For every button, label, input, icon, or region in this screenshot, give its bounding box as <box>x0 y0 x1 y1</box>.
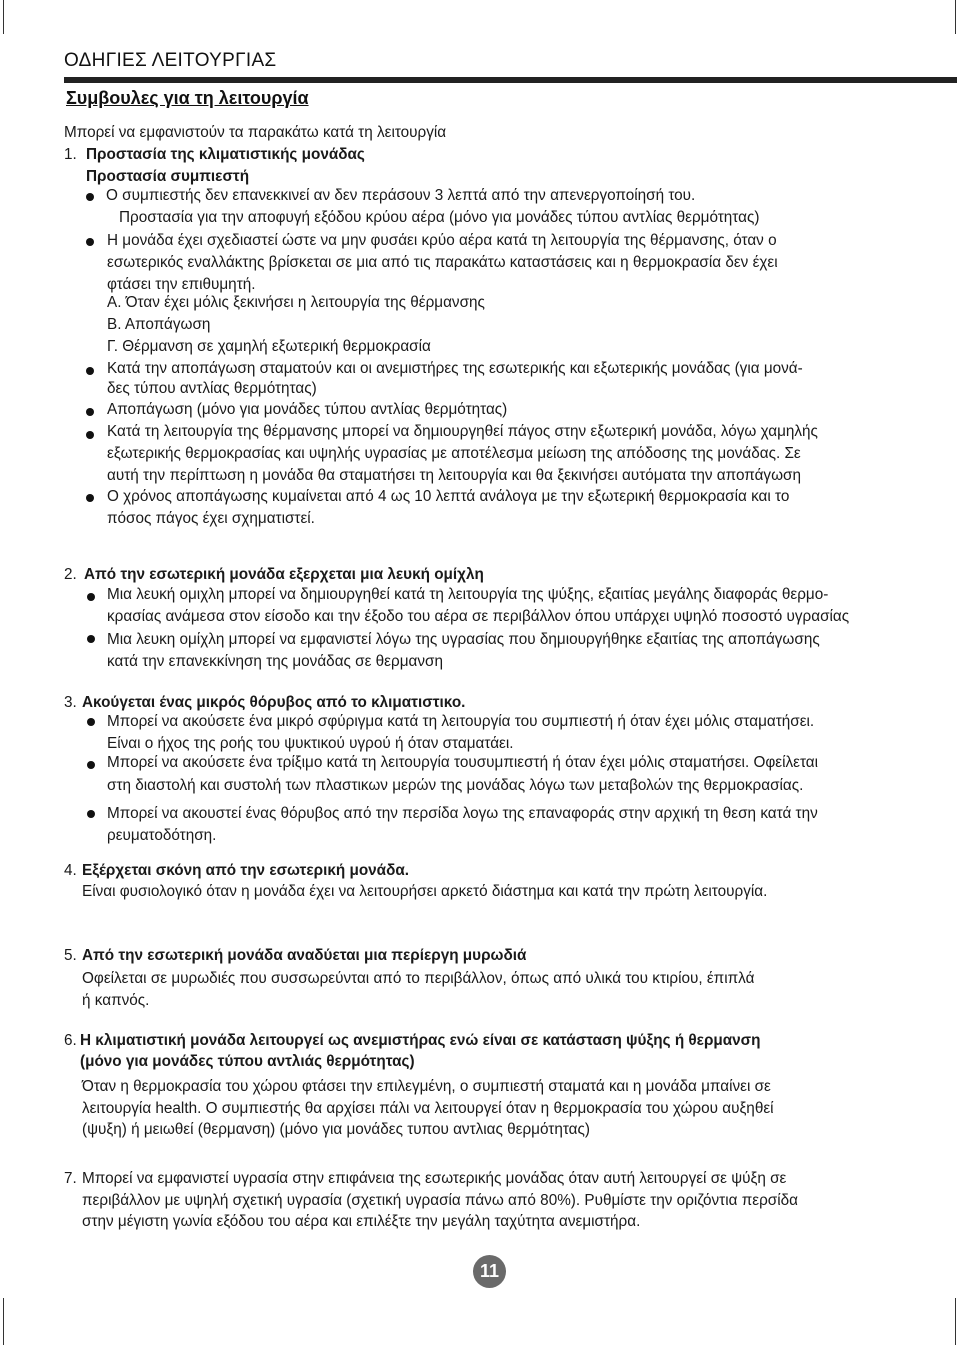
section-1-bullet-6-line-2: πόσος πάγος έχει σχηματιστεί. <box>107 510 315 527</box>
section-2-bullet-1-line-1: Μια λευκή ομιχλη μπορεί να δημιουργηθεί κατά τη λειτουργία της ψύξης, εξαιτίας μεγάλης διαφοράς θερμο- <box>107 586 829 603</box>
section-1-number: 1. <box>64 146 77 163</box>
section-5-title: Από την εσωτερική μονάδα αναδύεται μια περίεργη μυρωδιά <box>82 947 527 964</box>
section-4-body: Είναι φυσιολογικό όταν η μονάδα έχει να λειτουρήσει αρκετό διάστημα και κατά την πρώτη λειτουργία. <box>82 883 768 900</box>
bullet-icon <box>86 238 94 246</box>
intro-text: Μπορεί να εμφανιστούν τα παρακάτω κατά τη λειτουργία <box>64 124 447 141</box>
section-3-bullet-1-line-2: Είναι ο ήχος της ροής του ψυκτικού υγρού ή όταν σταματάει. <box>107 735 514 752</box>
section-7-body-line-1: Μπορεί να εμφανιστεί υγρασία στην επιφάνεια της εσωτερικής μονάδας όταν αυτή λειτουργεί σε ψύξη σε <box>82 1170 787 1187</box>
section-1-bullet-4: Αποπάγωση (μόνο για μονάδες τύπου αντλίας θερμότητας) <box>107 401 508 418</box>
bullet-icon <box>87 635 95 643</box>
section-2-bullet-1-line-2: κρασίας ανάμεσα στον είσοδο και την έξοδο του αέρα σε περιβάλλον όπου υπάρχει υψηλό ποσοστό υγρασίας <box>107 608 850 625</box>
section-2-number: 2. <box>64 566 77 583</box>
section-1-bullet-2-line-2: εσωτερικός εναλλάκτης βρίσκεται σε μια από τις παρακάτω καταστάσεις και η θερμοκρασία δεν έχει <box>107 254 778 271</box>
section-2-title: Από την εσωτερική μονάδα εξερχεται μια λευκή ομίχλη <box>84 566 484 583</box>
bullet-icon <box>86 494 94 502</box>
section-3-bullet-2-line-2: στη διαστολή και συστολή των πλαστικων μερών της μονάδας λόγω των μεταβολών της θερμοκρασίας. <box>107 777 804 794</box>
crop-mark-top-left-vertical <box>3 0 4 34</box>
page-number-badge: 11 <box>473 1255 506 1288</box>
section-5-body-line-2: ή καπνός. <box>82 992 150 1009</box>
section-1-title: Προστασία της κλιματιστικής μονάδας <box>86 146 365 163</box>
section-1-bullet-3-line-1: Κατά την αποπάγωση σταματούν και οι ανεμιστήρες της εσωτερικής και εξωτερικής μονάδας (για μονά- <box>107 360 803 377</box>
section-6-number: 6. <box>64 1032 77 1049</box>
section-1-subheading-compressor: Προστασία συμπιεστή <box>86 168 250 185</box>
bullet-icon <box>86 431 94 439</box>
section-3-bullet-2-line-1: Μπορεί να ακούσετε ένα τρίξιμο κατά τη λειτουργία τουσυμπιεστή ή όταν έχει μόλις σταματήσει. Οφείλεται <box>107 754 819 771</box>
bullet-icon <box>87 593 95 601</box>
section-2-bullet-2-line-1: Μια λευκη ομίχλη μπορεί να εμφανιστεί λόγω της υγρασίας που δημιουργήθηκε εξαιτίας της αποπάγωσης <box>107 631 820 648</box>
section-1-subheading-cold-air: Προστασία για την αποφυγή εξόδου κρύου αέρα (μόνο για μονάδες τύπου αντλίας θερμότητας) <box>119 209 760 226</box>
bullet-icon <box>86 367 94 375</box>
section-5-body-line-1: Οφείλεται σε μυρωδιές που συσσωρεύνται από το περιβάλλον, όπως από υλικά του κτιρίου, έπιπλά <box>82 970 755 987</box>
section-3-bullet-3-line-1: Μπορεί να ακουστεί ένας θόρυβος από την περσίδα λογω της επαναφοράς στην αρχική τη θεση κατά την <box>107 805 818 822</box>
section-3-number: 3. <box>64 694 77 711</box>
section-1-item-a: Α. Όταν έχει μόλις ξεκινήσει η λειτουργία της θέρμανσης <box>107 294 485 311</box>
bullet-icon <box>87 810 95 818</box>
crop-mark-top-right-vertical <box>955 0 956 34</box>
section-6-title-line-2: (μόνο για μονάδες τύπου αντλιάς θερμότητας) <box>80 1053 415 1070</box>
section-5-number: 5. <box>64 947 77 964</box>
section-1-bullet-1: Ο συμπιεστής δεν επανεκκινεί αν δεν περάσουν 3 λεπτά από την απενεργοποίησή του. <box>106 187 696 204</box>
section-1-bullet-5-line-2: εξωτερικής θερμοκρασίας και υψηλής υγρασίας με αποτέλεσμα μείωση της απόδοσης της μονάδας. Σε <box>107 445 801 462</box>
section-6-title-line-1: Η κλιματιστική μονάδα λειτουργεί ως ανεμιστήρας ενώ είναι σε κατάσταση ψύξης ή θερμανση <box>80 1032 761 1049</box>
section-1-item-b: Β. Αποπάγωση <box>107 316 211 333</box>
page-header-title: ΟΔΗΓΙΕΣ ΛΕΙΤΟΥΡΓΙΑΣ <box>64 50 277 71</box>
section-7-body-line-3: στην μέγιστη γωνία εξόδου του αέρα και επιλέξτε την μεγάλη ταχύτητα ανεμιστήρα. <box>82 1213 641 1230</box>
section-7-body-line-2: περιβάλλον με υψηλή σχετική υγρασία (σχετική υγρασία πάνω από 80%). Ρυθμίστε την οριζόντια περσίδα <box>82 1192 798 1209</box>
section-subtitle: Συμβουλες για τη λειτουργία <box>66 88 309 108</box>
section-6-body-line-2: λειτουργία health. Ο συμπιεστής θα αρχίσει πάλι να λειτουργεί όταν η θερμοκρασία του χώρου αυξηθεί <box>82 1100 774 1117</box>
section-6-body-line-1: Όταν η θερμοκρασία του χώρου φτάσει την επιλεγμένη, ο συμπιεστή σταματά και η μονάδα μπαίνει σε <box>82 1078 771 1095</box>
section-4-title: Εξέρχεται σκόνη από την εσωτερική μονάδα. <box>82 862 410 879</box>
section-6-body-line-3: (ψυξη) ή μειωθεί (θερμανση) (μόνο για μονάδες τυπου αντλιας θερμότητας) <box>82 1121 590 1138</box>
bullet-icon <box>87 718 95 726</box>
crop-mark-bottom-left-vertical <box>3 1298 4 1345</box>
section-7-number: 7. <box>64 1170 77 1187</box>
section-3-bullet-1-line-1: Μπορεί να ακούσετε ένα μικρό σφύριγμα κατά τη λειτουργία του συμπιεστή ή όταν έχει μόλις σταματήσει. <box>107 713 815 730</box>
section-1-bullet-2-line-1: Η μονάδα έχει σχεδιαστεί ώστε να μην φυσάει κρύο αέρα κατά τη λειτουργία της θέρμανσης, όταν ο <box>107 232 777 249</box>
section-2-bullet-2-line-2: κατά την επανεκκίνηση της μονάδας σε θερμανση <box>107 653 443 670</box>
bullet-icon <box>86 193 94 201</box>
bullet-icon <box>86 408 94 416</box>
header-rule <box>64 77 957 83</box>
section-1-bullet-2-line-3: φτάσει την επιθυμητή. <box>107 276 256 293</box>
bullet-icon <box>87 761 95 769</box>
section-3-title: Ακούγεται ένας μικρός θόρυβος από το κλιματιστικο. <box>82 694 466 711</box>
section-3-bullet-3-line-2: ρευματοδότηση. <box>107 827 217 844</box>
section-1-bullet-3-line-2: δες τύπου αντλίας θερμότητας) <box>107 380 317 397</box>
crop-mark-bottom-right-vertical <box>955 1298 956 1345</box>
section-1-bullet-5-line-3: αυτή την περίπτωση η μονάδα θα σταματήσει τη λειτουργία και θα ξεκινήσει αυτόματα την αποπάγωση <box>107 467 801 484</box>
section-4-number: 4. <box>64 862 77 879</box>
section-1-item-g: Γ. Θέρμανση σε χαμηλή εξωτερική θερμοκρασία <box>107 338 431 355</box>
section-1-bullet-6-line-1: Ο χρόνος αποπάγωσης κυμαίνεται από 4 ως 10 λεπτά ανάλογα με την εξωτερική θερμοκρασία και το <box>107 488 790 505</box>
section-1-bullet-5-line-1: Κατά τη λειτουργία της θέρμανσης μπορεί να δημιουργηθεί πάγος στην εξωτερική μονάδα, λόγω χαμηλής <box>107 423 818 440</box>
